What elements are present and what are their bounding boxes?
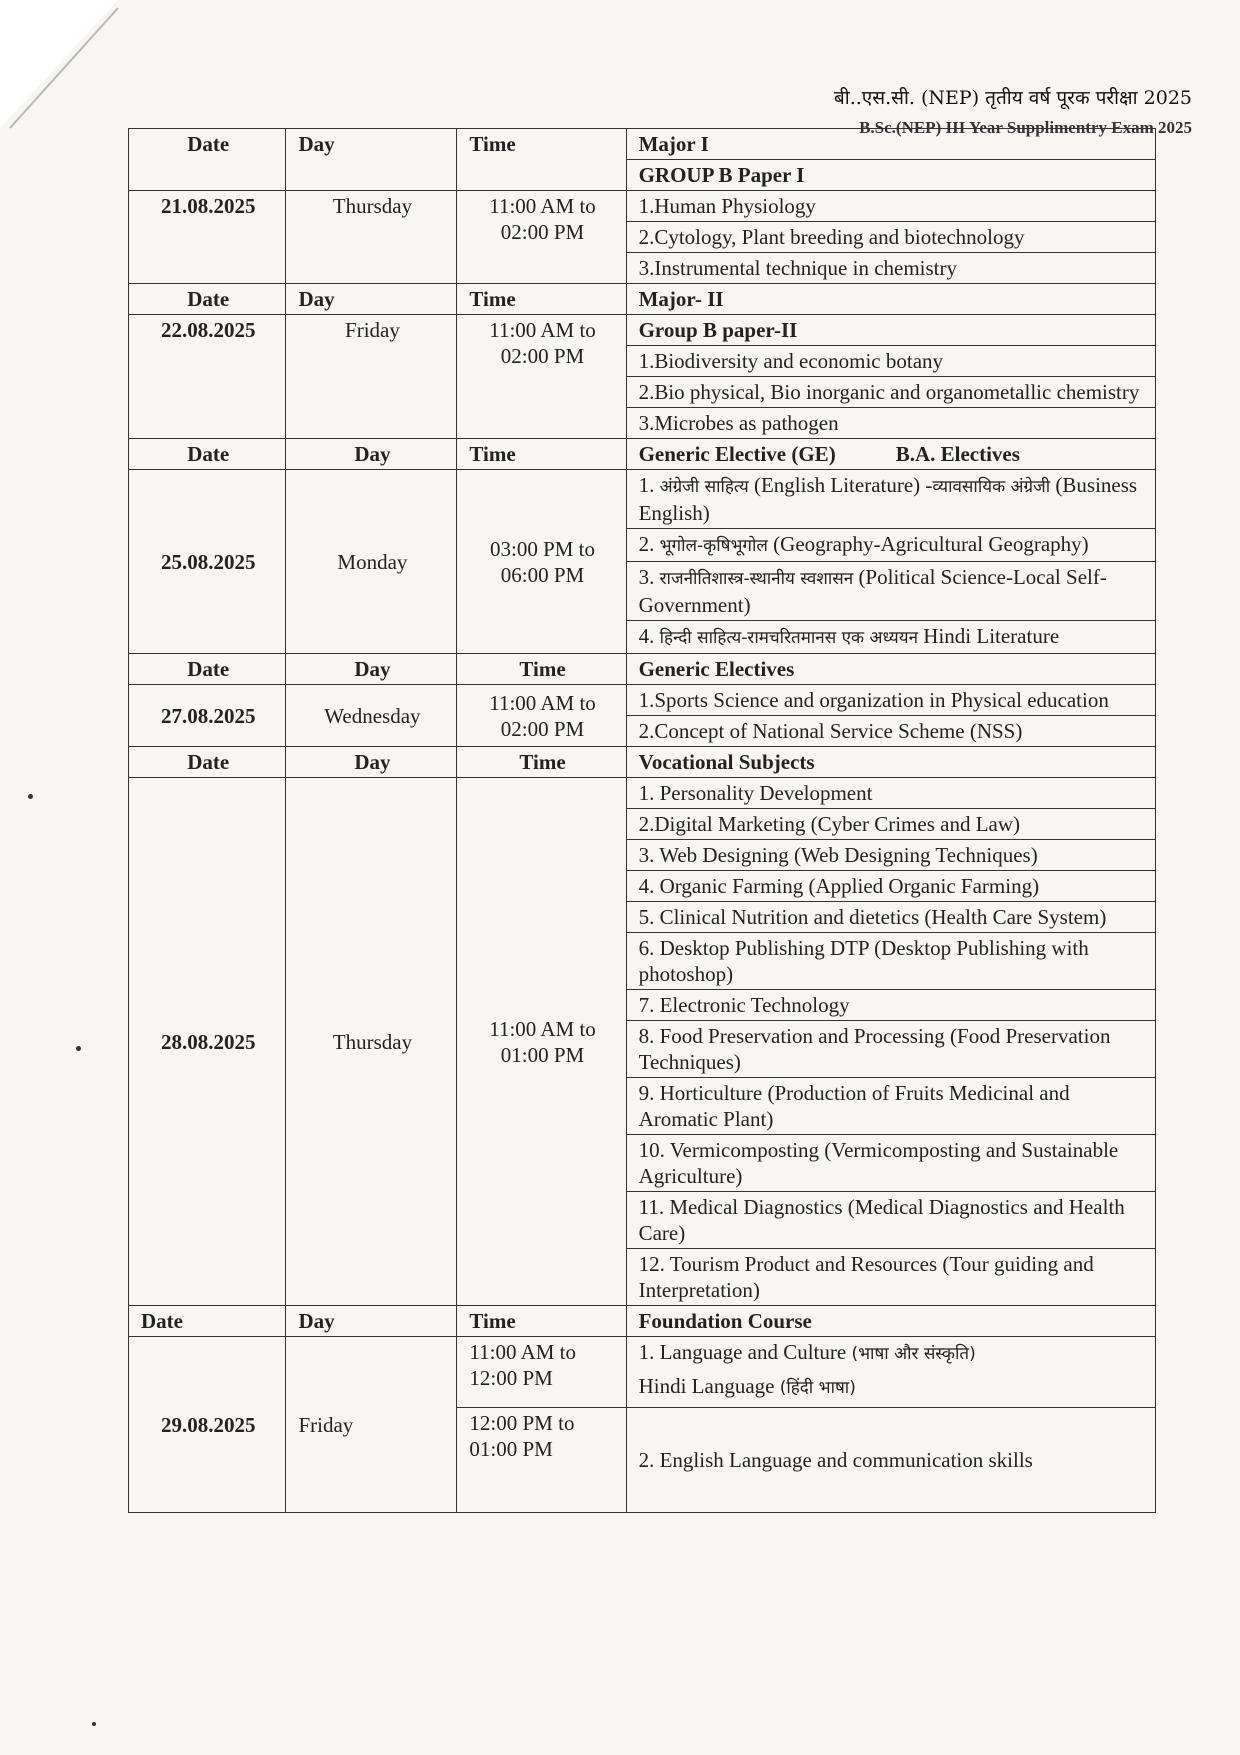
subject-number: 3. [638, 565, 655, 589]
subject-hindi: अंग्रेजी साहित्य [659, 477, 749, 497]
section-heading [626, 439, 1155, 470]
exam-day: Thursday [286, 778, 457, 1306]
column-time-header: Time [457, 1306, 626, 1337]
subject-item: 6. Desktop Publishing DTP (Desktop Publishing with photoshop) [626, 933, 1155, 990]
subject-item: 10. Vermicomposting (Vermicomposting and Sustainable Agriculture) [626, 1135, 1155, 1192]
subject-item: 2.Cytology, Plant breeding and biotechnology [626, 222, 1155, 253]
subject-item: 3.Instrumental technique in chemistry [626, 253, 1155, 284]
subject-item [626, 562, 1155, 621]
section-header-row [129, 747, 1156, 778]
column-date-header: Date [129, 747, 286, 778]
section-heading: Generic Electives [626, 654, 1155, 685]
column-day-header: Day [286, 1306, 457, 1337]
table-row [129, 470, 1156, 529]
exam-time: 12:00 PM to 01:00 PM [457, 1408, 626, 1513]
subject-hindi: (हिंदी भाषा) [779, 1378, 856, 1398]
subject-item: 8. Food Preservation and Processing (Food Preservation Techniques) [626, 1021, 1155, 1078]
subject-item [626, 621, 1155, 654]
header-title-english: B.Sc.(NEP) III Year Supplimentry Exam 2025 [859, 118, 1192, 137]
exam-date: 21.08.2025 [129, 191, 286, 284]
subject-item: 1.Sports Science and organization in Physical education [626, 685, 1155, 716]
exam-day: Wednesday [286, 685, 457, 747]
column-day-header: Day [286, 439, 457, 470]
subject-english: (Political Science-Local Self-Government) [638, 565, 1107, 617]
subject-hindi: व्यावसायिक अंग्रेजी [932, 477, 1051, 497]
subject-item: 3.Microbes as pathogen [626, 408, 1155, 439]
subject-item: 3. Web Designing (Web Designing Techniques) [626, 840, 1155, 871]
table-row [129, 778, 1156, 809]
column-date-header: Date [129, 129, 286, 191]
scan-speck [28, 794, 33, 799]
subject-hindi: हिन्दी साहित्य-रामचरितमानस एक अध्ययन [659, 628, 919, 648]
section-header-row [129, 1306, 1156, 1337]
subject-number: 1. [638, 473, 655, 497]
exam-day: Friday [286, 1337, 457, 1513]
subject-hindi: भूगोल-कृषिभूगोल [659, 536, 768, 556]
exam-schedule-table [128, 128, 1156, 1513]
section-subheading: Group B paper-II [626, 315, 1155, 346]
subject-item: 2. English Language and communication skills [626, 1408, 1155, 1513]
subject-item: 7. Electronic Technology [626, 990, 1155, 1021]
subject-english: (Business English) [638, 473, 1138, 525]
subject-english: 1. Language and Culture [638, 1340, 847, 1364]
column-time-header: Time [457, 654, 626, 685]
subject-item [626, 1337, 1155, 1408]
subject-english: Hindi Language [638, 1374, 775, 1398]
subject-hindi: राजनीतिशास्त्र-स्थानीय स्वशासन [659, 569, 854, 589]
exam-date: 22.08.2025 [129, 315, 286, 439]
column-time-header: Time [457, 747, 626, 778]
scan-speck [92, 1722, 96, 1726]
exam-day: Monday [286, 470, 457, 654]
exam-date: 27.08.2025 [129, 685, 286, 747]
section-heading: Major I [626, 129, 1155, 160]
subject-item [626, 529, 1155, 562]
section-header-row [129, 439, 1156, 470]
subject-item: 12. Tourism Product and Resources (Tour guiding and Interpretation) [626, 1249, 1155, 1306]
exam-date: 29.08.2025 [129, 1337, 286, 1513]
subject-item [626, 470, 1155, 529]
subject-number: 4. [638, 624, 655, 648]
column-time-header: Time [457, 129, 626, 191]
subject-item: 2.Concept of National Service Scheme (NSS) [626, 716, 1155, 747]
subject-item: 11. Medical Diagnostics (Medical Diagnostics and Health Care) [626, 1192, 1155, 1249]
subject-item: 2.Digital Marketing (Cyber Crimes and Law) [626, 809, 1155, 840]
section-header-row [129, 284, 1156, 315]
exam-day: Thursday [286, 191, 457, 284]
column-date-header: Date [129, 284, 286, 315]
exam-time: 11:00 AM to 01:00 PM [457, 778, 626, 1306]
exam-day: Friday [286, 315, 457, 439]
section-header-row [129, 654, 1156, 685]
exam-time: 11:00 AM to 02:00 PM [457, 685, 626, 747]
column-day-header: Day [286, 654, 457, 685]
section-heading: Foundation Course [626, 1306, 1155, 1337]
exam-time: 11:00 AM to 12:00 PM [457, 1337, 626, 1408]
header-title-hindi: बी..एस.सी. (NEP) तृतीय वर्ष पूरक परीक्षा 2025 [833, 87, 1192, 109]
section-subheading: GROUP B Paper I [626, 160, 1155, 191]
section-heading: Vocational Subjects [626, 747, 1155, 778]
subject-item: 5. Clinical Nutrition and dietetics (Health Care System) [626, 902, 1155, 933]
table-row [129, 685, 1156, 716]
subject-english: Hindi Literature [923, 624, 1060, 648]
table-row [129, 191, 1156, 222]
section-heading: Major- II [626, 284, 1155, 315]
column-day-header: Day [286, 747, 457, 778]
column-date-header: Date [129, 654, 286, 685]
column-time-header: Time [457, 439, 626, 470]
subject-number: 2. [638, 532, 655, 556]
subject-english: (English Literature) - [753, 473, 933, 497]
scan-speck [76, 1046, 81, 1051]
subject-item: 1.Biodiversity and economic botany [626, 346, 1155, 377]
subject-english: (Geography-Agricultural Geography) [773, 532, 1089, 556]
exam-date: 28.08.2025 [129, 778, 286, 1306]
subject-item: 4. Organic Farming (Applied Organic Farming) [626, 871, 1155, 902]
exam-date: 25.08.2025 [129, 470, 286, 654]
page-corner-fold [0, 0, 140, 140]
column-day-header: Day [286, 129, 457, 191]
column-day-header: Day [286, 284, 457, 315]
subject-item: 1.Human Physiology [626, 191, 1155, 222]
subject-item: 1. Personality Development [626, 778, 1155, 809]
column-date-header: Date [129, 1306, 286, 1337]
section-header-row [129, 129, 1156, 160]
table-row [129, 1337, 1156, 1408]
column-date-header: Date [129, 439, 286, 470]
table-row [129, 315, 1156, 346]
exam-time: 11:00 AM to 02:00 PM [457, 315, 626, 439]
exam-time: 03:00 PM to 06:00 PM [457, 470, 626, 654]
subject-hindi: (भाषा और संस्कृति) [851, 1344, 976, 1364]
subject-item: 9. Horticulture (Production of Fruits Medicinal and Aromatic Plant) [626, 1078, 1155, 1135]
subject-item: 2.Bio physical, Bio inorganic and organometallic chemistry [626, 377, 1155, 408]
section-heading-text: Generic Elective (GE) [638, 442, 836, 466]
column-time-header: Time [457, 284, 626, 315]
section-heading-extra: B.A. Electives [895, 442, 1020, 466]
exam-time: 11:00 AM to 02:00 PM [457, 191, 626, 284]
